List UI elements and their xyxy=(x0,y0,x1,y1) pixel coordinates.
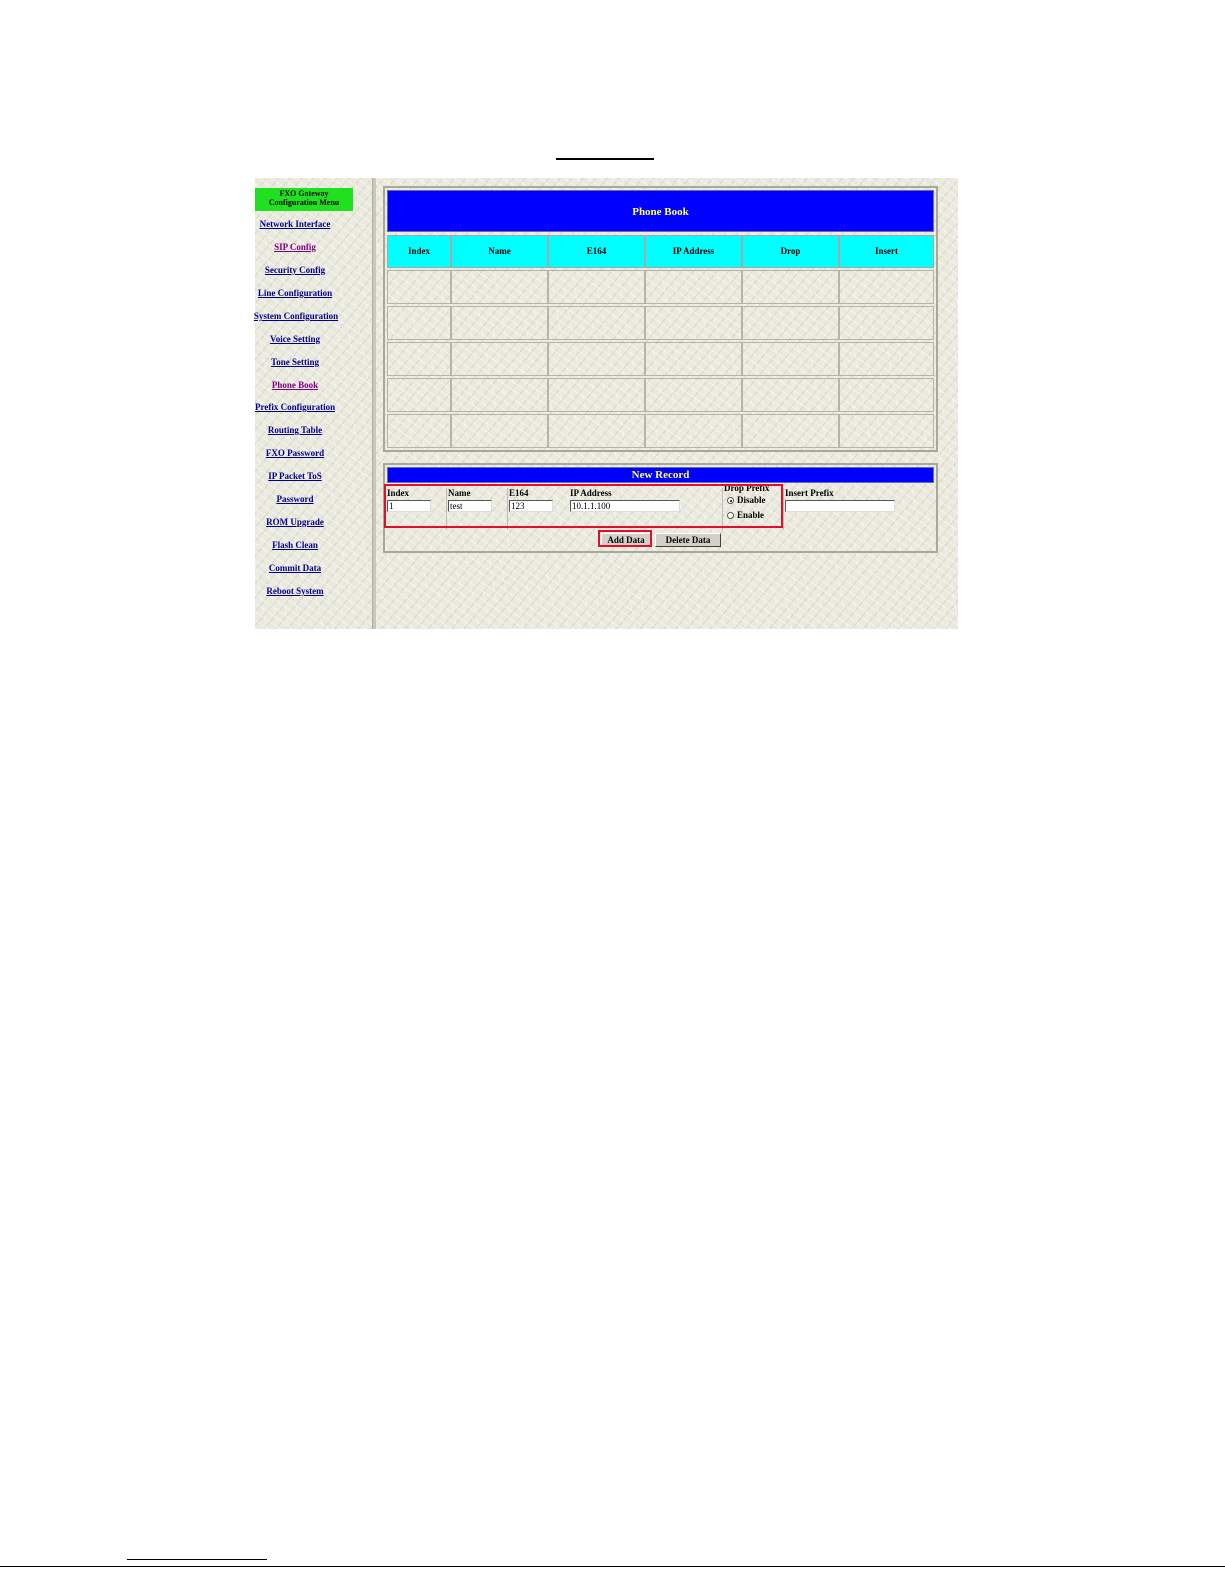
e164-label: E164 xyxy=(509,488,529,498)
table-cell xyxy=(645,342,742,376)
table-cell xyxy=(742,378,839,412)
table-cell xyxy=(387,342,451,376)
table-cell xyxy=(645,414,742,448)
menu-item-sip-config[interactable]: SIP Config xyxy=(274,242,316,252)
insert-prefix-input[interactable] xyxy=(785,500,895,512)
index-input[interactable] xyxy=(387,500,431,512)
table-cell xyxy=(839,378,934,412)
menu-item-system-configuration[interactable]: System Configuration xyxy=(253,311,339,321)
menu-item-reboot-system[interactable]: Reboot System xyxy=(266,586,324,596)
col-header-insert: Insert xyxy=(839,235,934,268)
ip-address-label: IP Address xyxy=(570,488,612,498)
drop-prefix-disable-option[interactable] xyxy=(727,495,766,505)
menu-item-tone-setting[interactable]: Tone Setting xyxy=(271,357,319,367)
menu-header: FXO Gateway Configuration Menu xyxy=(255,188,353,211)
drop-prefix-label: Drop Prefix xyxy=(724,483,770,493)
e164-input[interactable] xyxy=(509,500,553,512)
enable-option-label: Enable xyxy=(737,510,765,520)
table-cell xyxy=(742,306,839,340)
menu-item-fxo-password[interactable]: FXO Password xyxy=(265,448,325,458)
col-header-drop: Drop xyxy=(742,235,839,268)
table-cell xyxy=(839,306,934,340)
disable-option-label: Disable xyxy=(737,495,766,505)
config-menu-sidebar xyxy=(255,178,373,629)
footnote-link-underline xyxy=(127,1559,267,1560)
table-cell xyxy=(451,306,548,340)
table-cell xyxy=(451,270,548,304)
table-cell xyxy=(742,342,839,376)
menu-item-network-interface[interactable]: Network Interface xyxy=(259,219,331,229)
table-cell xyxy=(387,306,451,340)
table-cell xyxy=(451,378,548,412)
table-cell xyxy=(645,306,742,340)
col-header-e164: E164 xyxy=(548,235,645,268)
table-cell xyxy=(548,306,645,340)
menu-item-commit-data[interactable]: Commit Data xyxy=(268,563,322,573)
menu-item-flash-clean[interactable]: Flash Clean xyxy=(272,540,318,550)
field-divider xyxy=(507,488,508,530)
radio-unselected-icon[interactable] xyxy=(727,512,734,519)
table-cell xyxy=(387,414,451,448)
menu-item-password[interactable]: Password xyxy=(276,494,314,504)
table-cell xyxy=(387,270,451,304)
add-data-button[interactable]: Add Data xyxy=(601,533,651,547)
page-bottom-rule xyxy=(0,1566,1225,1567)
menu-item-ip-packet-tos[interactable]: IP Packet ToS xyxy=(268,471,322,481)
radio-selected-icon[interactable] xyxy=(727,497,734,504)
col-header-name: Name xyxy=(451,235,548,268)
insert-prefix-label: Insert Prefix xyxy=(785,488,834,498)
menu-item-routing-table[interactable]: Routing Table xyxy=(267,425,323,435)
ip-address-input[interactable] xyxy=(570,500,680,512)
phone-book-panel xyxy=(383,186,938,452)
new-record-panel xyxy=(383,463,938,553)
col-header-index: Index xyxy=(387,235,451,268)
delete-data-button[interactable]: Delete Data xyxy=(655,533,721,547)
table-cell xyxy=(387,378,451,412)
table-cell xyxy=(548,342,645,376)
table-cell xyxy=(548,414,645,448)
gateway-web-ui-screenshot xyxy=(255,178,958,629)
menu-item-line-configuration[interactable]: Line Configuration xyxy=(257,288,333,298)
field-divider xyxy=(783,488,784,530)
table-cell xyxy=(742,270,839,304)
table-cell xyxy=(839,270,934,304)
field-divider xyxy=(446,488,447,530)
new-record-title: New Record xyxy=(387,467,934,483)
index-label: Index xyxy=(387,488,410,498)
menu-item-rom-upgrade[interactable]: ROM Upgrade xyxy=(266,517,324,527)
menu-item-security-config[interactable]: Security Config xyxy=(264,265,326,275)
heading-underline xyxy=(556,158,654,160)
table-cell xyxy=(645,270,742,304)
menu-item-phone-book[interactable]: Phone Book xyxy=(271,380,319,390)
table-cell xyxy=(548,378,645,412)
sidebar-divider xyxy=(372,178,376,629)
table-cell xyxy=(645,378,742,412)
table-cell xyxy=(451,342,548,376)
table-cell xyxy=(839,414,934,448)
table-cell xyxy=(548,270,645,304)
name-input[interactable] xyxy=(448,500,492,512)
name-label: Name xyxy=(448,488,471,498)
menu-item-prefix-configuration[interactable]: Prefix Configuration xyxy=(255,402,336,412)
table-cell xyxy=(451,414,548,448)
field-divider xyxy=(722,488,723,530)
table-cell xyxy=(742,414,839,448)
menu-item-voice-setting[interactable]: Voice Setting xyxy=(270,334,320,344)
table-cell xyxy=(839,342,934,376)
phone-book-title: Phone Book xyxy=(387,190,934,232)
col-header-ip-address: IP Address xyxy=(645,235,742,268)
drop-prefix-enable-option[interactable] xyxy=(727,510,764,520)
